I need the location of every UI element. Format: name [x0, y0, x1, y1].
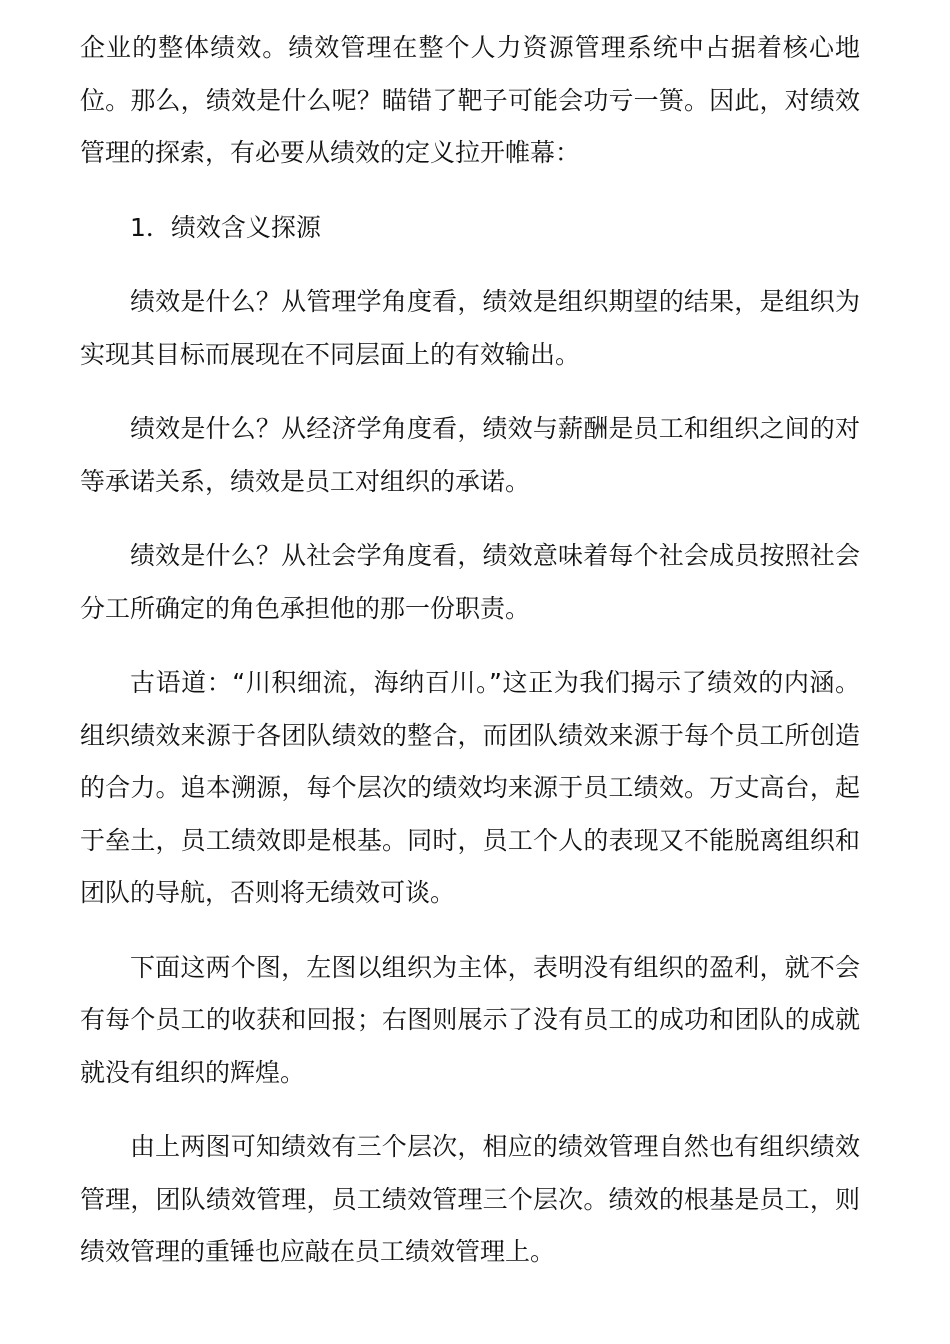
intro-paragraph: 企业的整体绩效。绩效管理在整个人力资源管理系统中占据着核心地位。那么，绩效是什么呢？瞄错了靶子可能会功亏一篑。因此，对绩效管理的探索，有必要从绩效的定义拉开帷幕： [80, 33, 860, 167]
paragraph-management: 绩效是什么？从管理学角度看，绩效是组织期望的结果，是组织为实现其目标而展现在不同层面上的有效输出。 [80, 287, 860, 369]
paragraph-sociology: 绩效是什么？从社会学角度看，绩效意味着每个社会成员按照社会分工所确定的角色承担他的那一份职责。 [80, 541, 860, 623]
document-page [80, 22, 860, 1301]
paragraph-three-levels: 由上两图可知绩效有三个层次，相应的绩效管理自然也有组织绩效管理，团队绩效管理，员工绩效管理三个层次。绩效的根基是员工，则绩效管理的重锤也应敲在员工绩效管理上。 [80, 1132, 860, 1266]
paragraph-two-figures: 下面这两个图，左图以组织为主体，表明没有组织的盈利，就不会有每个员工的收获和回报；右图则展示了没有员工的成功和团队的成就就没有组织的辉煌。 [80, 952, 860, 1087]
paragraph-proverb: 古语道：“川积细流，海纳百川。”这正为我们揭示了绩效的内涵。组织绩效来源于各团队绩效的整合，而团队绩效来源于每个员工所创造的合力。追本溯源，每个层次的绩效均来源于员工绩效。万丈高台，起于垒土，员工绩效即是根基。同时，员工个人的表现又不能脱离组织和团队的导航，否则将无绩效可谈。 [80, 668, 860, 907]
section-heading: 1．绩效含义探源 [130, 212, 321, 242]
paragraph-economics: 绩效是什么？从经济学角度看，绩效与薪酬是员工和组织之间的对等承诺关系，绩效是员工对组织的承诺。 [80, 414, 860, 496]
